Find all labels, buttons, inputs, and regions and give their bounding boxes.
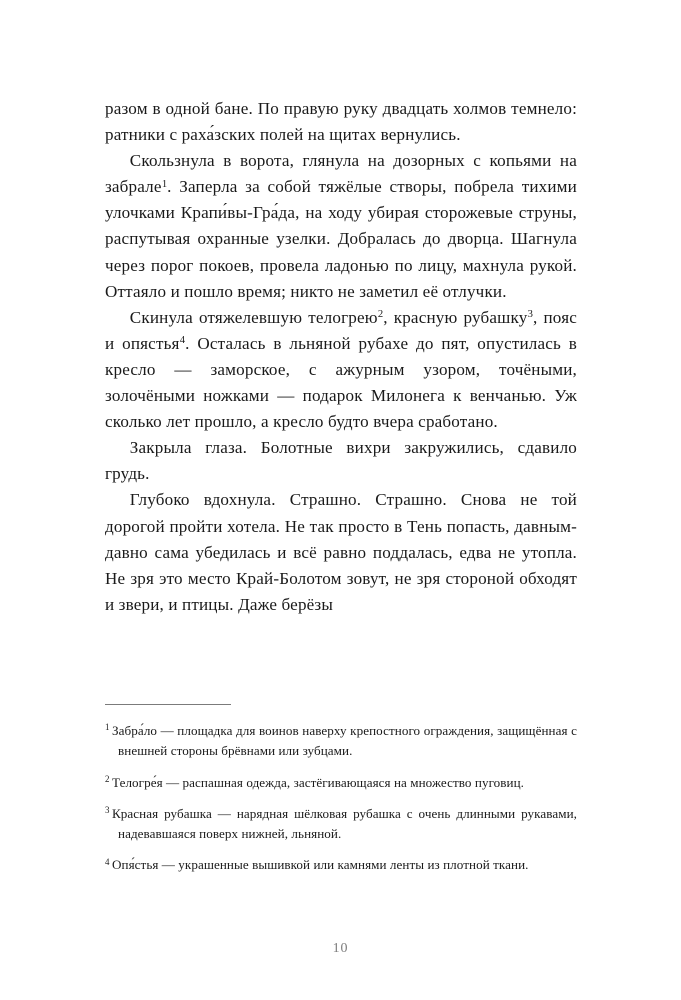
paragraph-3-text-after-ref: . Осталась в льняной рубахе до пят, опустилась в кресло — заморское, с ажурным узором, точёными, золочёными ножками — подарок Милонега к венчанью. Уж сколько лет прошло, а кресло будто вчера сработано. (105, 333, 577, 432)
paragraph-2-text-after-ref: . Заперла за собой тяжёлые створы, побрела тихими улочками Крапи́вы-Гра́да, на ходу убирая сторожевые струны, распутывая охранные узелки. Добралась до дворца. Шагнула через порог покоев, провела ладонью по лицу, махнула рукой. Оттаяло и пошло время; никто не заметил её отлучки. (105, 177, 577, 301)
footnote-ref-3[interactable]: 3 (527, 309, 533, 321)
footnote-number-2: 2 (105, 773, 110, 784)
body-paragraph-1: разом в одной бане. По правую руку двадцать холмов темнело: ратники с раха́зских полей на щитах вернулись. (105, 99, 577, 145)
footnote-item-3 (105, 804, 577, 845)
body-paragraph-4: Закрыла глаза. Болотные вихри закружились, сдавило грудь. (105, 438, 577, 484)
paragraph-3-text-mid-1: , красную рубашку (383, 307, 528, 327)
footnote-item-2 (105, 773, 577, 793)
footnote-number-1: 1 (105, 722, 110, 733)
footnote-item-4 (105, 855, 577, 875)
body-paragraph-5: Глубоко вдохнула. Страшно. Страшно. Снова не той дорогой пройти хотела. Не так просто в Тень попасть, давным-давно сама убедилась и всё равно поддалась, едва не утопла. Не зря это место Край-Болотом зовут, не зря стороной обходят и звери, и птицы. Даже берёзы (105, 490, 577, 614)
page-number: 10 (332, 941, 349, 956)
footnote-text-2: Телогре́я — распашная одежда, застёгивающаяся на множество пуговиц. (112, 774, 525, 790)
footnote-separator-rule (105, 704, 231, 705)
body-paragraph-3 (105, 305, 577, 435)
footnote-ref-4[interactable]: 4 (179, 335, 186, 347)
footnotes-section (105, 704, 577, 876)
footnote-item-1 (105, 721, 577, 762)
footnote-ref-1[interactable]: 1 (161, 178, 168, 190)
paragraph-2-text-before-ref: Скользнула в ворота, глянула на дозорных с копьями на забрале (105, 151, 577, 197)
paragraph-3-text-before-ref: Скинула отяжелевшую телогрею (129, 307, 378, 327)
body-paragraph-2 (105, 148, 577, 305)
paragraph-3-text-mid-2: , пояс и опястья (105, 307, 577, 353)
footnote-ref-2[interactable]: 2 (377, 309, 384, 321)
footnote-number-3: 3 (105, 805, 110, 815)
footnote-text-4: Опя́стья — украшенные вышивкой или камнями ленты из плотной ткани. (112, 857, 529, 873)
body-text-block (105, 96, 577, 618)
footnote-text-3: Красная рубашка — нарядная шёлковая рубашка с очень длинными рукавами, надевавшаяся поверх нижней, льняной. (112, 805, 577, 842)
footnote-text-1: Забра́ло — площадка для воинов наверху крепостного ограждения, защищённая с внешней стороны брёвнами или зубцами. (112, 723, 577, 759)
footnote-number-4: 4 (105, 856, 110, 867)
